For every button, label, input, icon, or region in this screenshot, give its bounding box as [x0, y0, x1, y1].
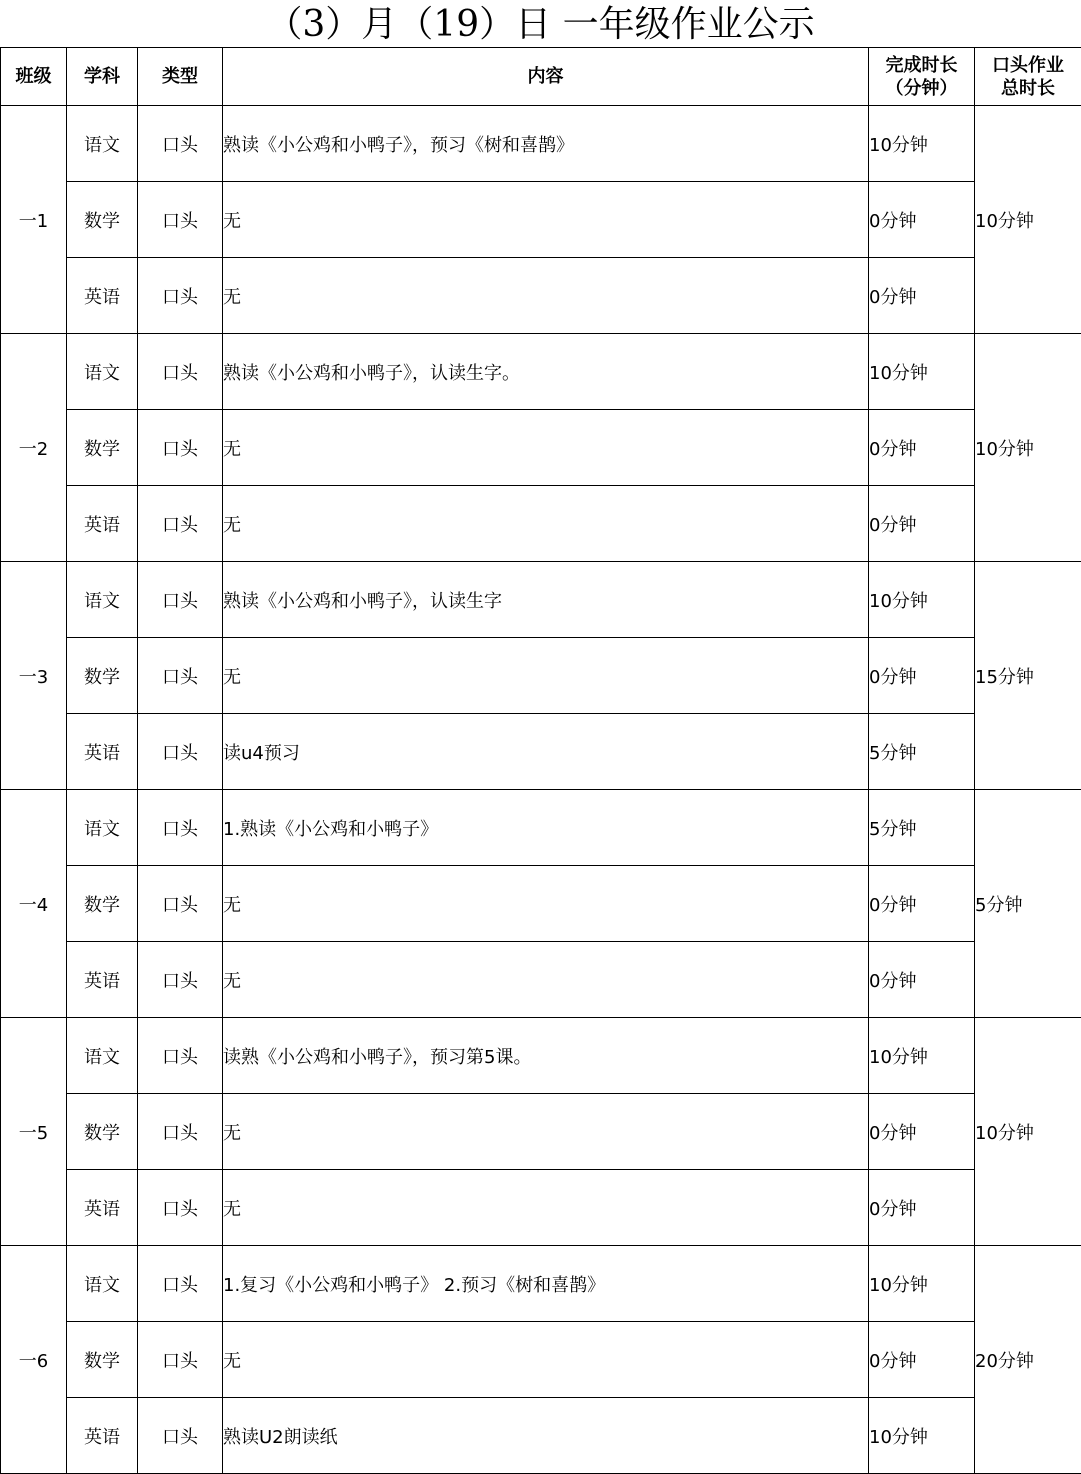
table-row	[1, 1398, 1081, 1474]
table-row	[1, 106, 1081, 182]
content-cell: 无	[223, 866, 869, 942]
subject-cell: 英语	[67, 714, 138, 790]
table-row	[1, 334, 1081, 410]
type-cell: 口头	[138, 1094, 223, 1170]
subject-cell: 英语	[67, 486, 138, 562]
header-total-line1: 口头作业	[975, 54, 1081, 77]
time-cell: 10分钟	[869, 562, 975, 638]
time-cell: 10分钟	[869, 1398, 975, 1474]
type-cell: 口头	[138, 562, 223, 638]
content-cell: 无	[223, 942, 869, 1018]
table-row	[1, 562, 1081, 638]
type-cell: 口头	[138, 1398, 223, 1474]
content-cell: 无	[223, 410, 869, 486]
subject-cell: 数学	[67, 866, 138, 942]
content-cell: 无	[223, 638, 869, 714]
type-cell: 口头	[138, 410, 223, 486]
time-cell: 10分钟	[869, 106, 975, 182]
content-cell: 无	[223, 258, 869, 334]
subject-cell: 语文	[67, 106, 138, 182]
content-cell: 熟读《小公鸡和小鸭子》，预习《树和喜鹊》	[223, 106, 869, 182]
time-cell: 0分钟	[869, 866, 975, 942]
content-cell: 1.复习《小公鸡和小鸭子》 2.预习《树和喜鹊》	[223, 1246, 869, 1322]
time-cell: 10分钟	[869, 1246, 975, 1322]
time-cell: 0分钟	[869, 942, 975, 1018]
table-row	[1, 790, 1081, 866]
type-cell: 口头	[138, 866, 223, 942]
subject-cell: 语文	[67, 790, 138, 866]
total-cell: 20分钟	[975, 1246, 1081, 1474]
subject-cell: 数学	[67, 1322, 138, 1398]
subject-cell: 数学	[67, 182, 138, 258]
type-cell: 口头	[138, 714, 223, 790]
time-cell: 0分钟	[869, 1170, 975, 1246]
subject-cell: 英语	[67, 1398, 138, 1474]
type-cell: 口头	[138, 486, 223, 562]
class-cell: 一4	[1, 790, 67, 1018]
total-cell: 5分钟	[975, 790, 1081, 1018]
header-subject: 学科	[67, 48, 138, 106]
time-cell: 0分钟	[869, 486, 975, 562]
table-row	[1, 258, 1081, 334]
type-cell: 口头	[138, 790, 223, 866]
header-time-line1: 完成时长	[869, 54, 974, 77]
type-cell: 口头	[138, 334, 223, 410]
table-row	[1, 942, 1081, 1018]
page-title: （3）月（19）日 一年级作业公示	[0, 0, 1081, 47]
content-cell: 读熟《小公鸡和小鸭子》，预习第5课。	[223, 1018, 869, 1094]
table-row	[1, 1170, 1081, 1246]
content-cell: 无	[223, 182, 869, 258]
table-row	[1, 1094, 1081, 1170]
class-cell: 一1	[1, 106, 67, 334]
content-cell: 无	[223, 486, 869, 562]
header-total	[975, 48, 1081, 106]
time-cell: 5分钟	[869, 714, 975, 790]
time-cell: 0分钟	[869, 638, 975, 714]
subject-cell: 语文	[67, 562, 138, 638]
type-cell: 口头	[138, 1322, 223, 1398]
total-cell: 10分钟	[975, 106, 1081, 334]
type-cell: 口头	[138, 1246, 223, 1322]
time-cell: 0分钟	[869, 410, 975, 486]
table-row	[1, 1018, 1081, 1094]
class-cell: 一3	[1, 562, 67, 790]
table-row	[1, 1322, 1081, 1398]
subject-cell: 数学	[67, 410, 138, 486]
content-cell: 读u4预习	[223, 714, 869, 790]
time-cell: 0分钟	[869, 182, 975, 258]
type-cell: 口头	[138, 1018, 223, 1094]
homework-table	[0, 47, 1081, 1474]
subject-cell: 英语	[67, 942, 138, 1018]
subject-cell: 英语	[67, 258, 138, 334]
header-time-line2: （分钟）	[869, 77, 974, 100]
content-cell: 无	[223, 1322, 869, 1398]
type-cell: 口头	[138, 1170, 223, 1246]
type-cell: 口头	[138, 638, 223, 714]
total-cell: 15分钟	[975, 562, 1081, 790]
content-cell: 熟读《小公鸡和小鸭子》，认读生字	[223, 562, 869, 638]
class-cell: 一5	[1, 1018, 67, 1246]
header-class: 班级	[1, 48, 67, 106]
content-cell: 无	[223, 1170, 869, 1246]
subject-cell: 语文	[67, 1018, 138, 1094]
time-cell: 0分钟	[869, 258, 975, 334]
time-cell: 10分钟	[869, 1018, 975, 1094]
total-cell: 10分钟	[975, 1018, 1081, 1246]
subject-cell: 语文	[67, 334, 138, 410]
table-row	[1, 638, 1081, 714]
header-total-line2: 总时长	[975, 77, 1081, 100]
table-row	[1, 182, 1081, 258]
content-cell: 1.熟读《小公鸡和小鸭子》	[223, 790, 869, 866]
time-cell: 10分钟	[869, 334, 975, 410]
type-cell: 口头	[138, 106, 223, 182]
type-cell: 口头	[138, 258, 223, 334]
type-cell: 口头	[138, 942, 223, 1018]
total-cell: 10分钟	[975, 334, 1081, 562]
table-row	[1, 410, 1081, 486]
content-cell: 熟读《小公鸡和小鸭子》，认读生字。	[223, 334, 869, 410]
table-row	[1, 1246, 1081, 1322]
subject-cell: 语文	[67, 1246, 138, 1322]
content-cell: 熟读U2朗读纸	[223, 1398, 869, 1474]
subject-cell: 数学	[67, 638, 138, 714]
header-content: 内容	[223, 48, 869, 106]
table-row	[1, 486, 1081, 562]
class-cell: 一2	[1, 334, 67, 562]
content-cell: 无	[223, 1094, 869, 1170]
header-time	[869, 48, 975, 106]
type-cell: 口头	[138, 182, 223, 258]
subject-cell: 数学	[67, 1094, 138, 1170]
table-row	[1, 714, 1081, 790]
class-cell: 一6	[1, 1246, 67, 1474]
subject-cell: 英语	[67, 1170, 138, 1246]
time-cell: 5分钟	[869, 790, 975, 866]
time-cell: 0分钟	[869, 1094, 975, 1170]
header-type: 类型	[138, 48, 223, 106]
header-row	[1, 48, 1081, 106]
time-cell: 0分钟	[869, 1322, 975, 1398]
table-row	[1, 866, 1081, 942]
